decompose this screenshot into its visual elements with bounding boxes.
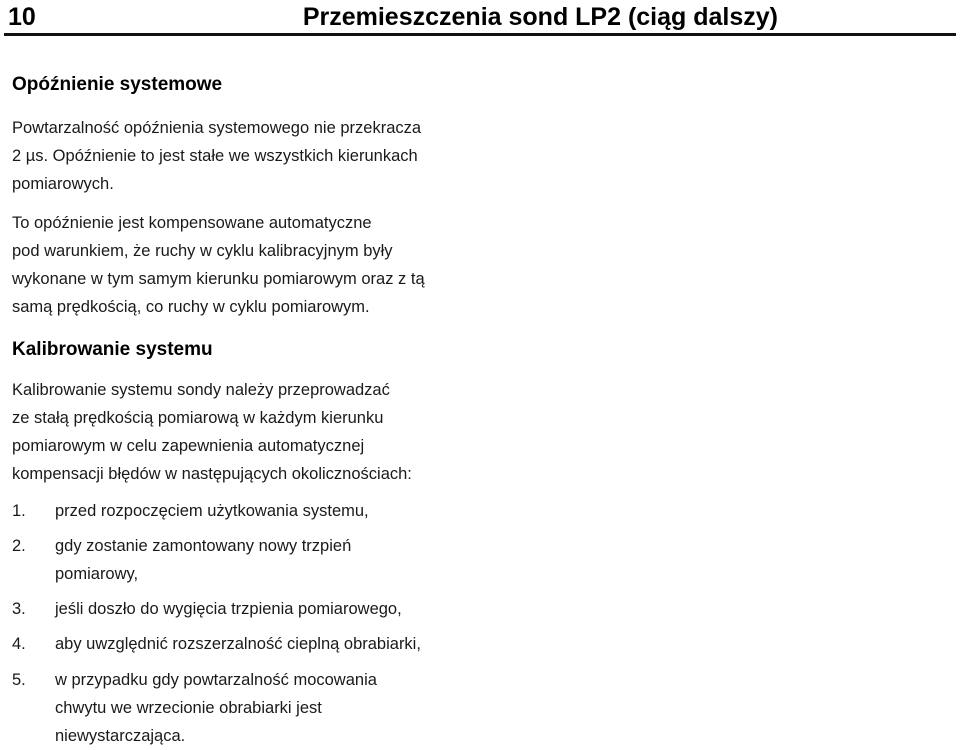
paragraph-line: 2 µs. Opóźnienie to jest stałe we wszystkich kierunkach: [12, 147, 418, 165]
paragraph-line: wykonane w tym samym kierunku pomiarowym oraz z tą: [12, 270, 425, 288]
list-item-text: przed rozpoczęciem użytkowania systemu,: [55, 502, 369, 520]
list-item-text: w przypadku gdy powtarzalność mocowania: [55, 671, 377, 689]
paragraph-line: pomiarowych.: [12, 175, 114, 193]
list-item-number: 1.: [12, 502, 26, 520]
section-heading-system-delay: Opóźnienie systemowe: [12, 74, 223, 95]
list-item-text: pomiarowy,: [55, 565, 139, 583]
paragraph-line: samą prędkością, co ruchy w cyklu pomiarowym.: [12, 298, 370, 316]
page-title: Przemieszczenia sond LP2 (ciąg dalszy): [302, 3, 778, 31]
list-item-text: niewystarczająca.: [55, 727, 186, 745]
paragraph-line: pomiarowym w celu zapewnienia automatycznej: [12, 437, 365, 455]
list-item-number: 2.: [12, 537, 26, 555]
paragraph-line: ze stałą prędkością pomiarową w każdym kierunku: [12, 409, 384, 427]
list-item-number: 5.: [12, 671, 26, 689]
paragraph-line: kompensacji błędów w następujących okolicznościach:: [12, 465, 412, 483]
header-divider: [4, 33, 956, 36]
list-item-text: aby uwzględnić rozszerzalność cieplną obrabiarki,: [55, 635, 421, 653]
section-heading-system-calibration: Kalibrowanie systemu: [12, 339, 213, 360]
page-number: 10: [8, 3, 36, 31]
paragraph-line: Kalibrowanie systemu sondy należy przeprowadzać: [12, 381, 390, 399]
paragraph-line: To opóźnienie jest kompensowane automatyczne: [12, 214, 372, 232]
list-item-number: 4.: [12, 635, 26, 653]
paragraph-line: pod warunkiem, że ruchy w cyklu kalibracyjnym były: [12, 242, 393, 260]
list-item-text: chwytu we wrzecionie obrabiarki jest: [55, 699, 322, 717]
list-item-number: 3.: [12, 600, 26, 618]
list-item-text: gdy zostanie zamontowany nowy trzpień: [55, 537, 352, 555]
page-header: [0, 0, 960, 36]
list-item-text: jeśli doszło do wygięcia trzpienia pomiarowego,: [55, 600, 402, 618]
paragraph-line: Powtarzalność opóźnienia systemowego nie przekracza: [12, 119, 422, 137]
